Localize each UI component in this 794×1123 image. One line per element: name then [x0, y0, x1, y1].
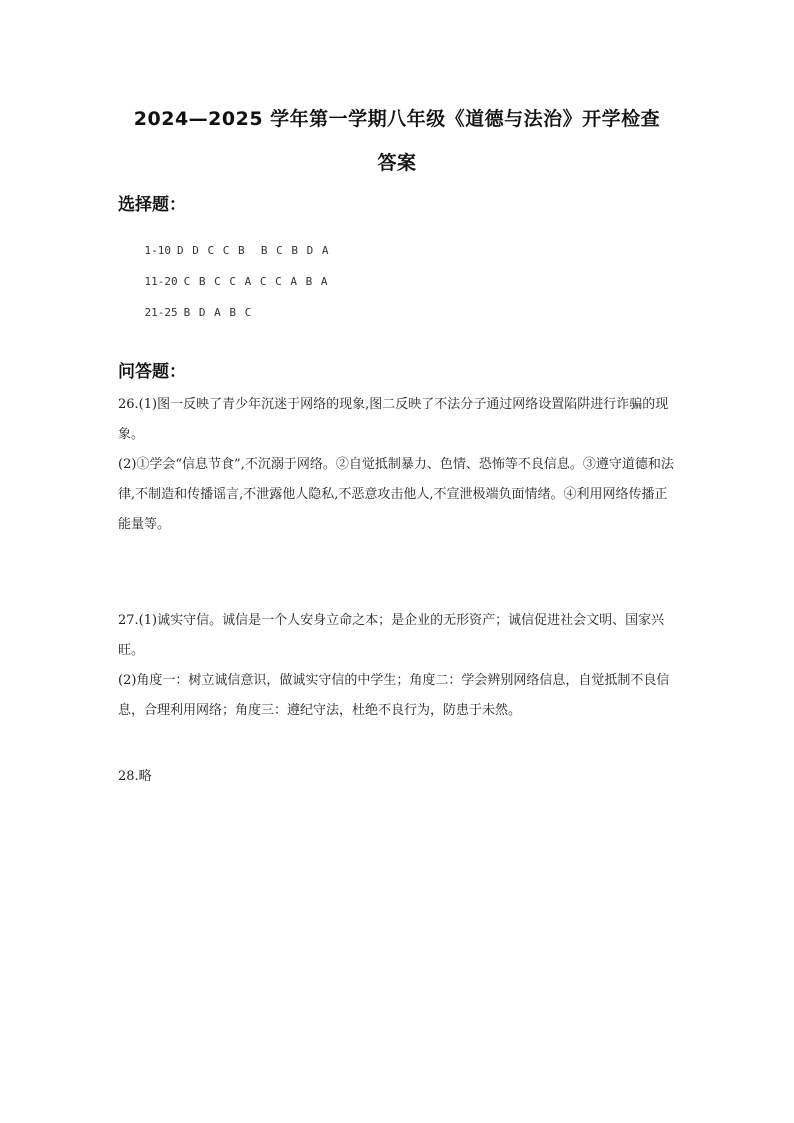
qa-section-heading: 问答题：: [118, 362, 186, 382]
choice-range: 11-20: [144, 275, 178, 288]
question-26-answer: [118, 390, 678, 540]
question-28-answer: 28.略: [118, 769, 152, 784]
choice-range: 1-10: [144, 244, 171, 257]
question-27-part2: (2)角度一：树立诚信意识，做诚实守信的中学生；角度二：学会辨别网络信息，自觉抵制不良信息，合理利用网络；角度三：遵纪守法，杜绝不良行为，防患于未然。: [118, 673, 670, 718]
choice-answers: B D A B C: [183, 306, 253, 319]
choice-range: 21-25: [144, 306, 178, 319]
question-26-part2: (2)①学会“信息节食”,不沉溺于网络。②自觉抵制暴力、色情、恐怖等不良信息。③遵守道德和法律,不制造和传播谣言,不泄露他人隐私,不恶意攻击他人,不宣泄极端负面情绪。④利用网络传播正能量等。: [118, 457, 674, 532]
choice-section-heading: 选择题：: [118, 195, 186, 215]
choice-answers: C B C C A C C A B A: [183, 275, 329, 288]
choice-answer-row: [118, 293, 252, 332]
question-26-part1: 26.(1)图一反映了青少年沉迷于网络的现象,图二反映了不法分子通过网络设置陷阱进行诈骗的现象。: [118, 397, 669, 442]
question-27-answer: [118, 606, 678, 726]
document-title: 2024—2025 学年第一学期八年级《道德与法治》开学检查: [133, 108, 661, 130]
choice-answers: D D C C B B C B D A: [177, 244, 330, 257]
question-27-part1: 27.(1)诚实守信。诚信是一个人安身立命之本；是企业的无形资产；诚信促进社会文明、国家兴旺。: [118, 613, 665, 658]
document-subtitle: 答案: [377, 152, 417, 174]
